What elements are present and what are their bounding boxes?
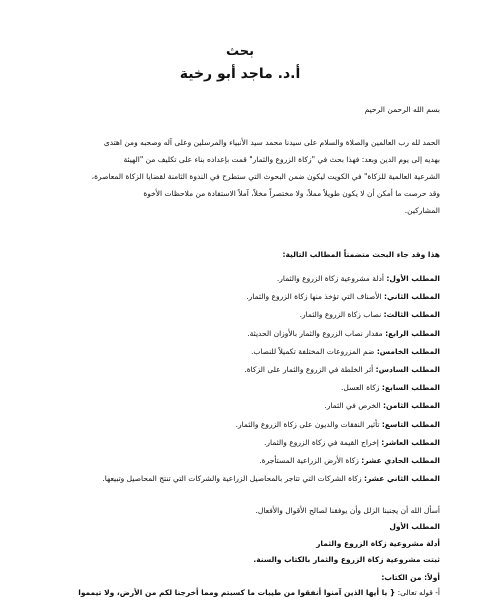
outline-item — [38, 470, 440, 488]
outline-item-text: زكاة الأرض الزراعية المستأجرة. — [259, 455, 362, 465]
basmala: بسم الله الرحمن الرحيم — [364, 105, 440, 114]
outline-item-label: المطلب الأول: — [386, 274, 440, 283]
outline-item-label: المطلب السادس: — [375, 364, 440, 374]
intro-line: وقد حرصت ما أمكن أن لا يكون طويلاً مملاً، ولا مختصراً مخلاً، آملاً الاستفادة من ملاحظات الأخوة — [143, 189, 440, 198]
intro-line: الشرعية العالمية للزكاة" في الكويت ليكون ضمن البحوث التي ستطرح في الندوة الثامنة لقضايا الزكاة المعاصرة، — [91, 172, 440, 181]
outline-item-label: المطلب الرابع: — [385, 328, 440, 338]
closing-prayer: أسأل الله أن يجنبنا الزلل وأن يوفقنا لصالح الأقوال والأفعال. — [255, 506, 440, 515]
outline-item-text: تأثير النفقات والديون على زكاة الزروع والثمار. — [235, 419, 382, 429]
outline-item-text: زكاة الشركات التي تتاجر بالمحاصيل الزراعية والشركات التي تنتج المحاصيل وتبيعها. — [102, 474, 364, 484]
outline-item-label: المطلب الحادي عشر: — [361, 455, 440, 465]
outline-item-label: المطلب الثامن: — [383, 401, 440, 411]
outline-item-label: المطلب التاسع: — [381, 419, 440, 429]
outline-item-label: المطلب العاشر: — [381, 437, 440, 447]
outline-item-label: المطلب الثاني عشر: — [363, 474, 440, 484]
outline-item — [38, 288, 440, 306]
outline-item-label: المطلب الخامس: — [376, 346, 440, 356]
intro-line: المشاركين. — [404, 206, 440, 215]
outline-item-text: أثر الخلطة في الزروع والثمار على الزكاة. — [244, 364, 376, 374]
section-title: المطلب الأول — [389, 522, 440, 531]
outline-item-text: أدلة مشروعية زكاة الزروع والثمار. — [276, 274, 387, 283]
outline-item — [38, 416, 440, 434]
outline-item — [38, 452, 440, 470]
section-subtitle: أدلة مشروعية زكاة الزروع والثمار — [316, 539, 440, 548]
section-subheading: أولاً: من الكتاب: — [381, 573, 440, 582]
outline-item-text: الخرص في الثمار. — [324, 401, 383, 411]
intro-paragraph — [38, 134, 440, 219]
verse-line — [38, 587, 440, 599]
intro-line: بهديه إلى يوم الدين وبعد: فهذا بحث في "زكاة الزروع والثمار" قمت بإعداده بناء على تكليف من "الهيئة — [123, 155, 440, 164]
outline-item — [38, 379, 440, 397]
outline-item — [38, 361, 440, 379]
outline-item-label: المطلب السابع: — [381, 383, 440, 393]
verse-text: { يا أيها الذين آمنوا أنفقوا من طيبات ما كسبتم ومما أخرجنا لكم من الأرض، ولا تيمموا — [78, 588, 396, 597]
author-name: أ.د. ماجد أبو رخية — [179, 66, 301, 82]
outline-heading: هذا وقد جاء البحث متضمناً المطالب التالية: — [282, 250, 440, 259]
outline-item — [38, 434, 440, 452]
outline-list — [38, 270, 440, 488]
outline-item-text: مقدار نصاب الزروع والثمار بالأوزان الحديثة. — [247, 328, 386, 338]
document-title: بحث — [225, 44, 254, 59]
outline-item-text: ضم المزروعات المختلفة تكميلاً للنصاب. — [250, 346, 377, 356]
outline-item — [38, 270, 440, 288]
outline-item-label: المطلب الثالث: — [383, 310, 440, 320]
intro-line: الحمد لله رب العالمين والصلاة والسلام على سيدنا محمد سيد الأنبياء والمرسلين وعلى آله وصحبه ومن اهتدى — [103, 138, 440, 147]
verse-lead: أ- قوله تعالى: — [395, 588, 440, 597]
section-statement: ثبتت مشروعية زكاة الزروع والثمار بالكتاب والسنة. — [253, 555, 440, 564]
outline-item — [38, 306, 440, 324]
outline-item-text: زكاة العسل. — [340, 383, 382, 393]
outline-item-text: الأصناف التي تؤخذ منها زكاة الزروع والثمار. — [246, 292, 384, 302]
outline-item-text: نصاب زكاة الزروع والثمار. — [299, 310, 384, 320]
outline-item-label: المطلب الثاني: — [383, 292, 440, 302]
outline-item — [38, 325, 440, 343]
outline-item-text: إخراج القيمة في زكاة الزروع والثمار. — [263, 437, 382, 447]
outline-item — [38, 343, 440, 361]
outline-item — [38, 397, 440, 415]
